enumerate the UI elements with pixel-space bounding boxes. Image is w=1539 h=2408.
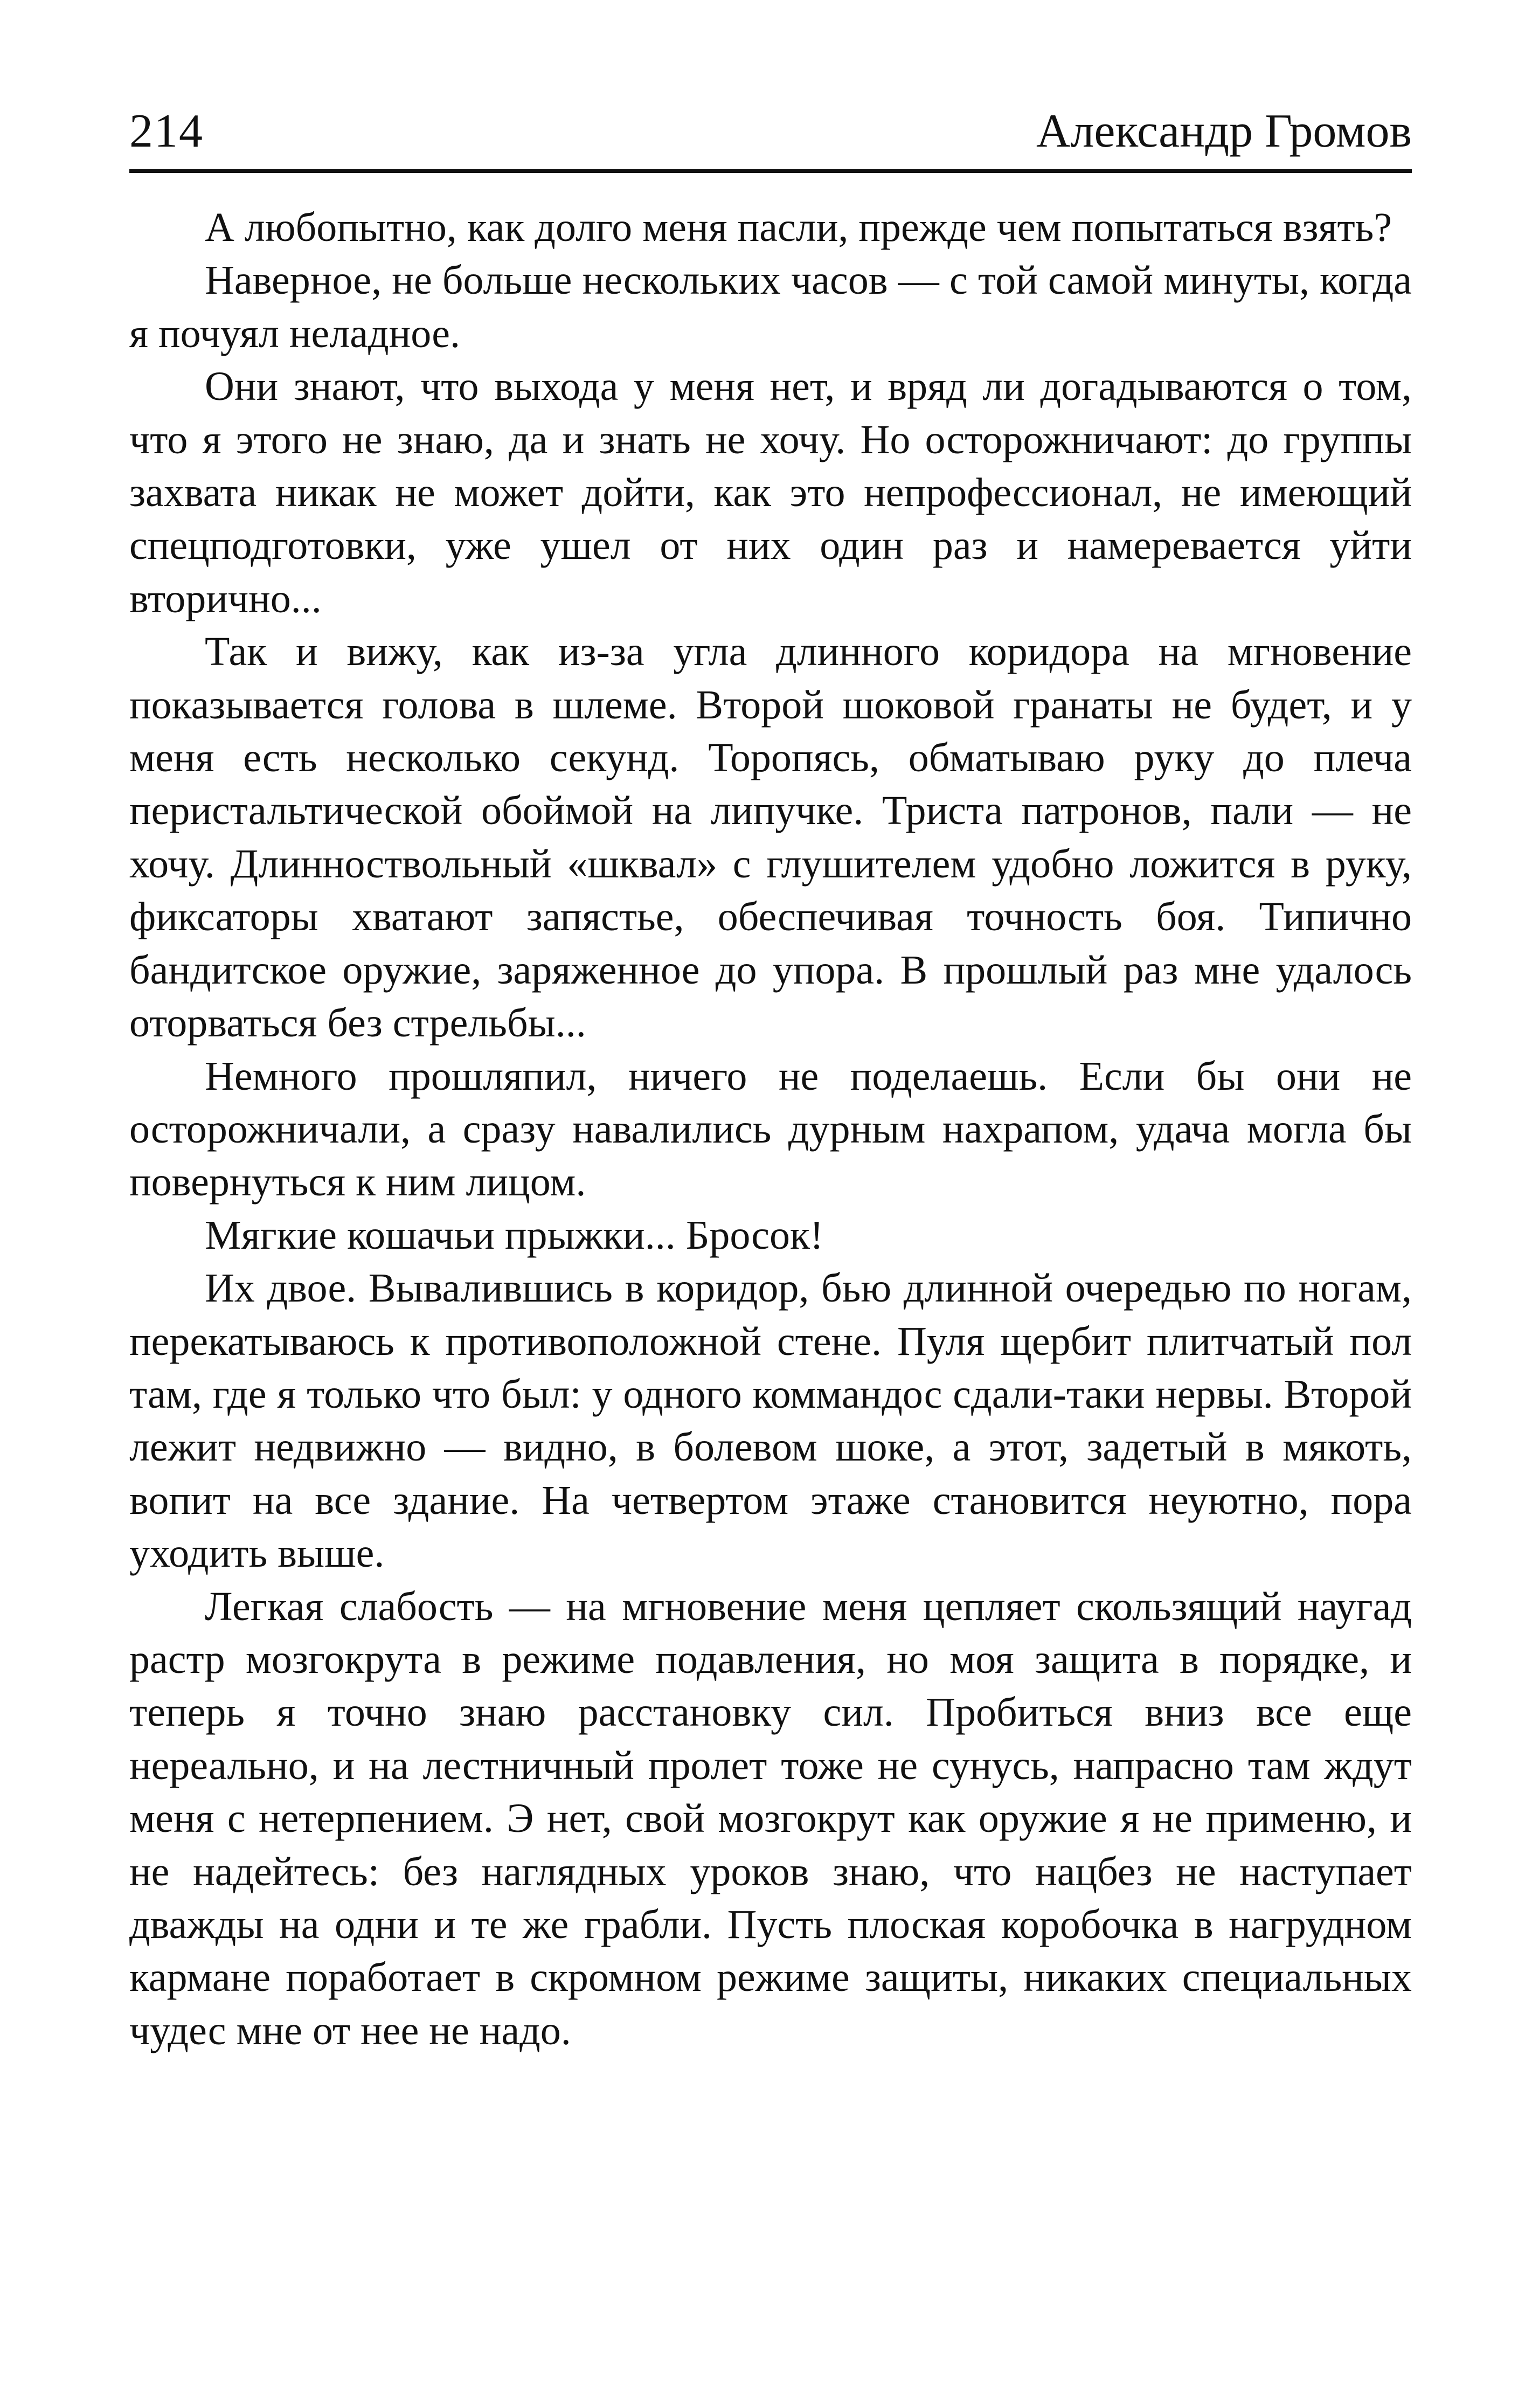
paragraph: А любопытно, как долго меня пасли, прежде чем попытаться взять? xyxy=(205,205,1392,250)
paragraph: Они знают, что выхода у меня нет, и вряд ли догадываются о том, что я этого не знаю, да и знать не хочу. Но осторожничают: до группы захвата никак не может дойти, как это непрофессионал, не имеющий спецподготовки, уже ушел от них один раз и намеревается уйти вторично... xyxy=(129,364,1412,621)
paragraph: Немного прошляпил, ничего не поделаешь. Если бы они не осторожничали, а сразу навалились дурным нахрапом, удача могла бы повернуться к ним лицом. xyxy=(129,1053,1412,1205)
book-page xyxy=(129,105,1412,2057)
paragraph: Наверное, не больше нескольких часов — с той самой минуты, когда я почуял неладное. xyxy=(129,258,1412,356)
page-number: 214 xyxy=(129,105,204,157)
body-text xyxy=(129,201,1412,2057)
running-head xyxy=(129,105,1412,173)
paragraph: Легкая слабость — на мгновение меня цепляет скользящий наугад растр мозгокрута в режиме подавления, но моя защита в порядке, и теперь я точно знаю расстановку сил. Пробиться вниз все еще нереально, и на лестничный пролет тоже не сунусь, напрасно там ждут меня с нетерпением. Э нет, свой мозгокрут как оружие я не применю, и не надейтесь: без наглядных уроков знаю, что нацбез не наступает дважды на одни и те же грабли. Пусть плоская коробочка в нагрудном кармане поработает в скромном режиме защиты, никаких специальных чудес мне от нее не надо. xyxy=(129,1583,1412,2053)
paragraph: Так и вижу, как из-за угла длинного коридора на мгновение показывается голова в шлеме. Второй шоковой гранаты не будет, и у меня есть несколько секунд. Торопясь, обматываю руку до плеча перистальтической обоймой на липучке. Триста патронов, пали — не хочу. Длинноствольный «шквал» с глушителем удобно ложится в руку, фиксаторы хватают запястье, обеспечивая точность боя. Типично бандитское оружие, заряженное до упора. В прошлый раз мне удалось оторваться без стрельбы... xyxy=(129,629,1412,1046)
paragraph: Их двое. Вывалившись в коридор, бью длинной очередью по ногам, перекатываюсь к противоположной стене. Пуля щербит плитчатый пол там, где я только что был: у одного коммандос сдали-таки нервы. Второй лежит недвижно — видно, в болевом шоке, а этот, задетый в мякоть, вопит на все здание. На четвертом этаже становится неуютно, пора уходить выше. xyxy=(129,1265,1412,1576)
book-author: Александр Громов xyxy=(1036,105,1412,157)
paragraph: Мягкие кошачьи прыжки... Бросок! xyxy=(205,1212,824,1258)
